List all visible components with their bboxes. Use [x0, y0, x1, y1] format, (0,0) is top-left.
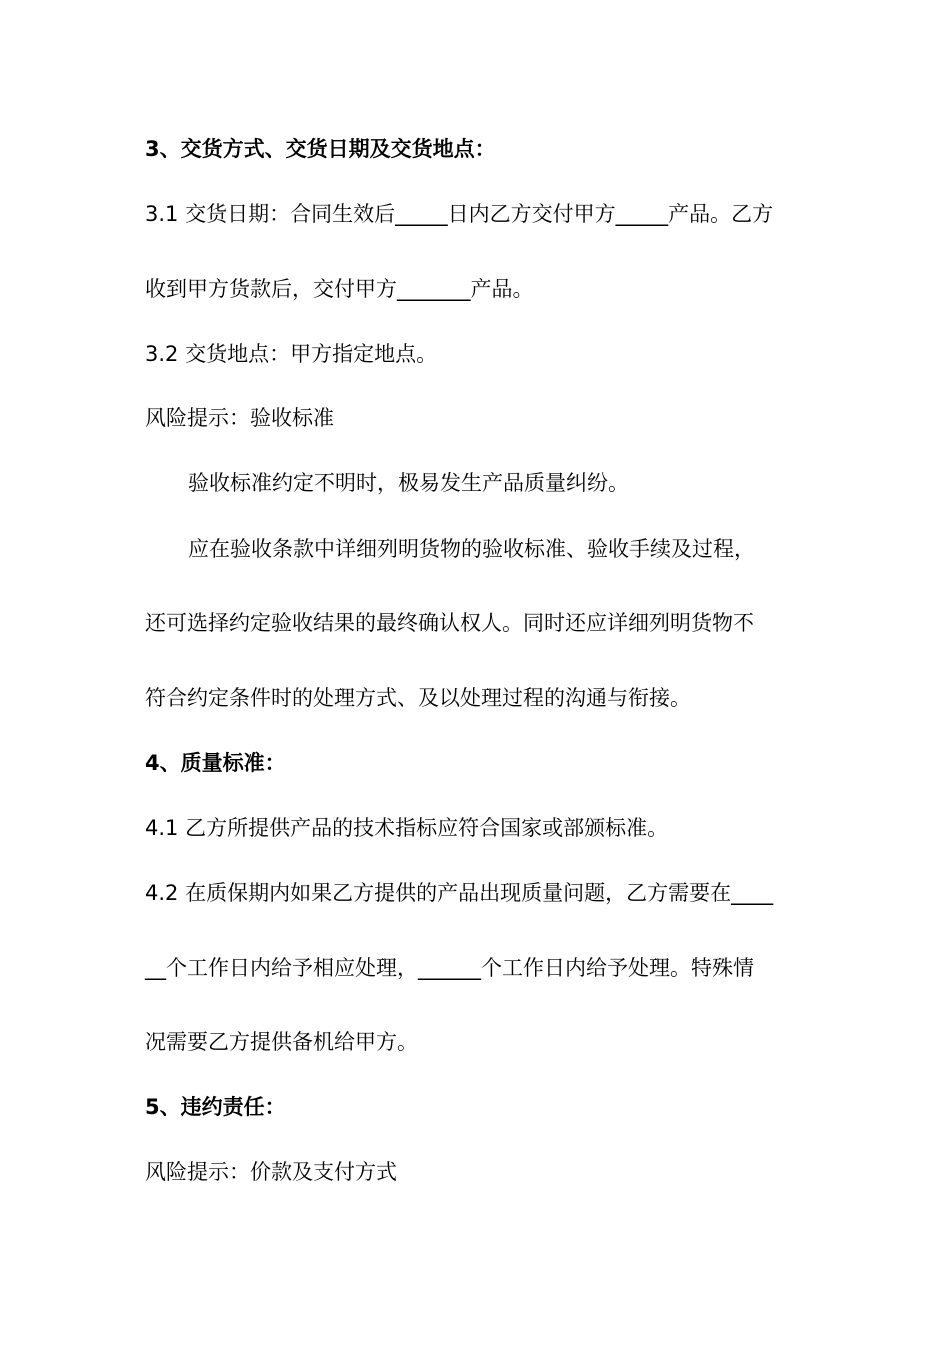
risk-note-paragraph-2-line-1: 应在验收条款中详细列明货物的验收标准、验收手续及过程，	[188, 537, 755, 561]
risk-note-acceptance-title: 风险提示：验收标准	[145, 406, 334, 430]
clause-3-1-line-1: 3.1 交货日期：合同生效后_____日内乙方交付甲方_____产品。乙方	[145, 202, 774, 226]
section-4-heading: 4、质量标准：	[145, 751, 286, 775]
risk-note-payment-title: 风险提示：价款及支付方式	[145, 1160, 397, 1184]
section-3-heading: 3、交货方式、交货日期及交货地点：	[145, 137, 496, 161]
clause-4-2-line-3: 况需要乙方提供备机给甲方。	[145, 1030, 418, 1054]
clause-4-1: 4.1 乙方所提供产品的技术指标应符合国家或部颁标准。	[145, 816, 669, 840]
risk-note-paragraph-1: 验收标准约定不明时，极易发生产品质量纠纷。	[188, 471, 629, 495]
risk-note-paragraph-2-line-3: 符合约定条件时的处理方式、及以处理过程的沟通与衔接。	[145, 686, 691, 710]
clause-4-2-line-1: 4.2 在质保期内如果乙方提供的产品出现质量问题，乙方需要在____	[145, 881, 774, 905]
clause-4-2-line-2: __个工作日内给予相应处理，______个工作日内给予处理。特殊情	[145, 956, 754, 980]
clause-3-2: 3.2 交货地点：甲方指定地点。	[145, 342, 438, 366]
section-5-heading: 5、违约责任：	[145, 1095, 286, 1119]
clause-3-1-line-2: 收到甲方货款后，交付甲方_______产品。	[145, 277, 534, 301]
risk-note-paragraph-2-line-2: 还可选择约定验收结果的最终确认权人。同时还应详细列明货物不	[145, 611, 754, 635]
